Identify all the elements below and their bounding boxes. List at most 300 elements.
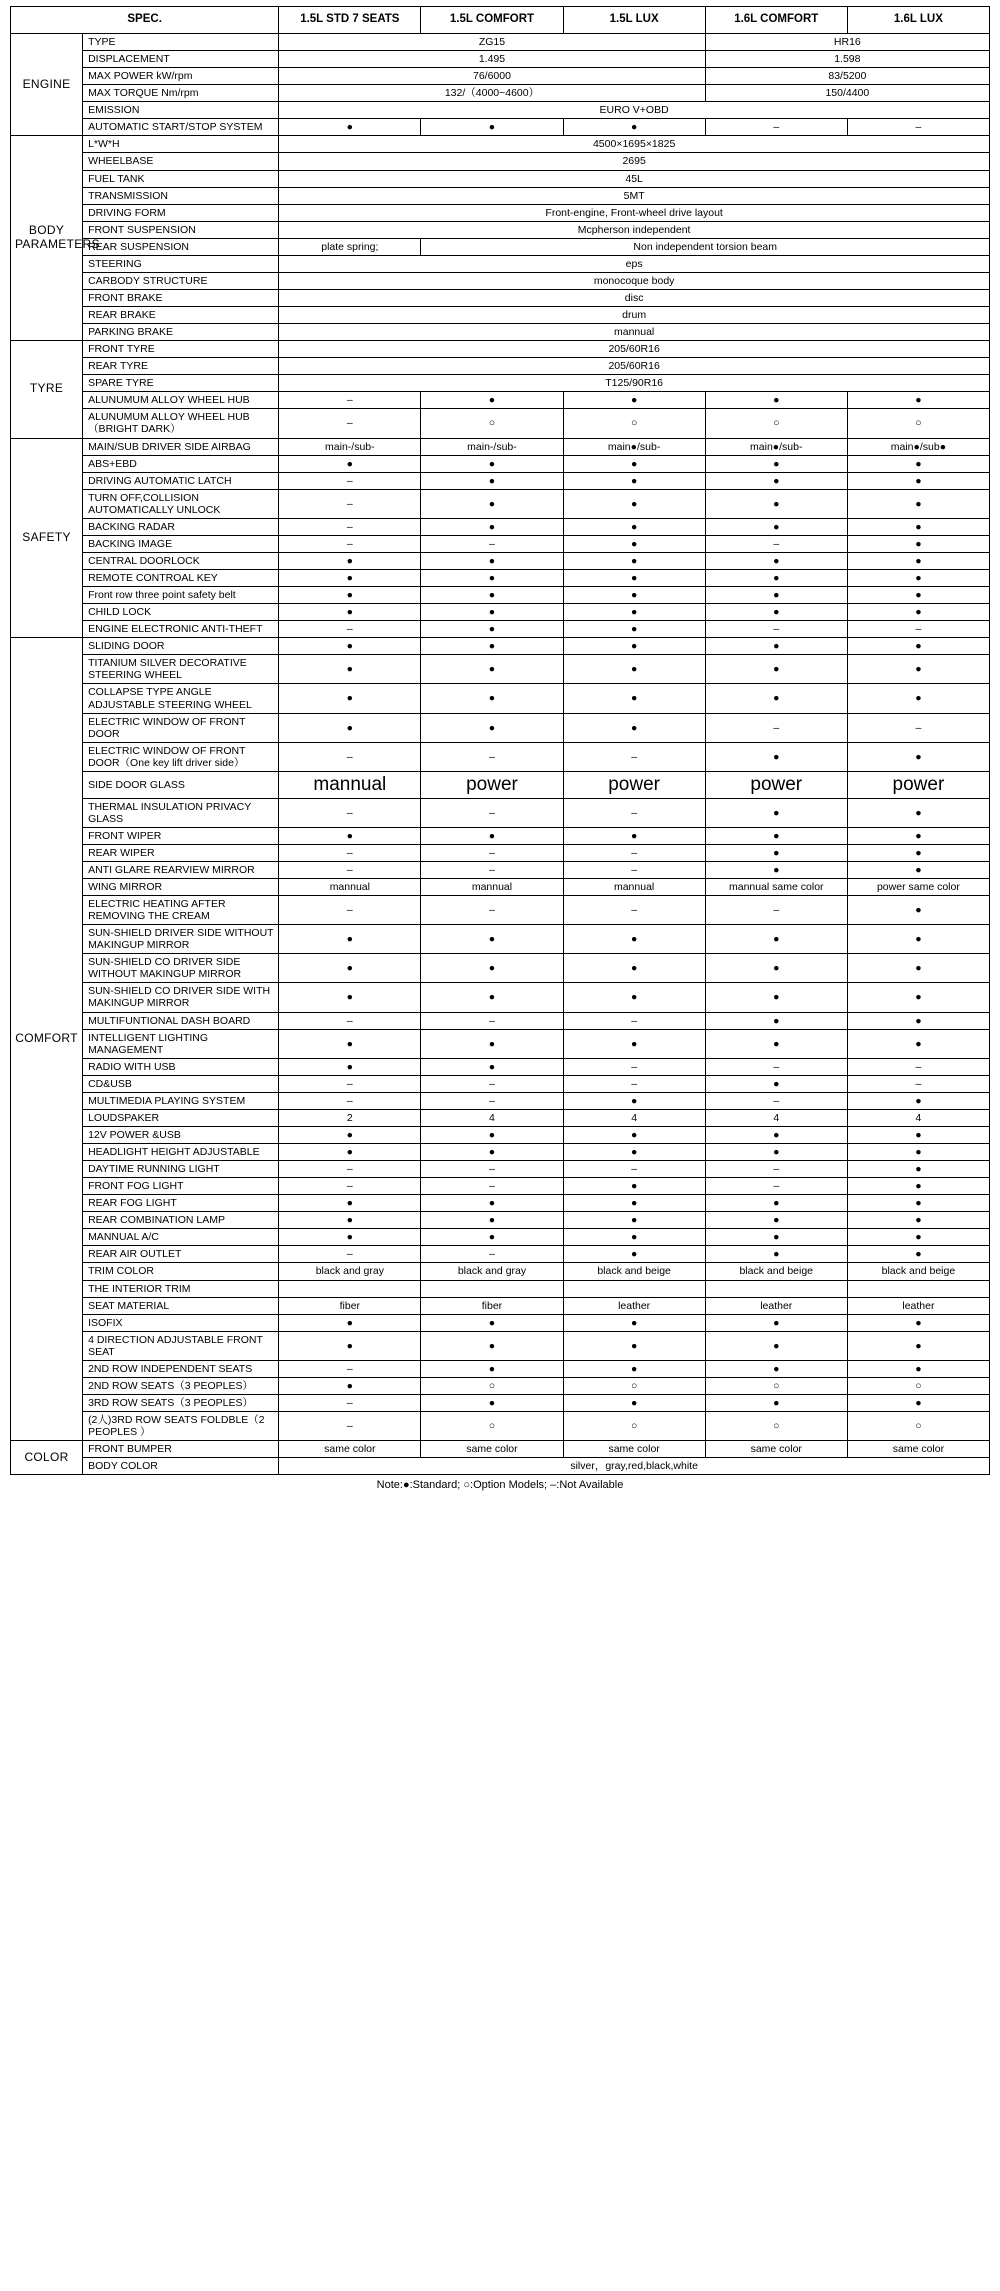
table-row — [11, 983, 990, 1012]
spec-value: ● — [705, 742, 847, 771]
table-row — [11, 827, 990, 844]
spec-value: ● — [421, 1126, 563, 1143]
table-row — [11, 798, 990, 827]
spec-value: – — [563, 1161, 705, 1178]
spec-value: silver，gray,red,black,white — [279, 1458, 990, 1475]
spec-value: 5MT — [279, 187, 990, 204]
spec-value: ● — [563, 570, 705, 587]
spec-value: ● — [279, 1058, 421, 1075]
spec-value: – — [563, 844, 705, 861]
spec-value: EURO V+OBD — [279, 102, 990, 119]
spec-value: – — [705, 621, 847, 638]
table-row — [11, 1229, 990, 1246]
feature-label: DRIVING AUTOMATIC LATCH — [83, 472, 279, 489]
table-row — [11, 1161, 990, 1178]
spec-value: ● — [847, 1212, 989, 1229]
specification-table — [10, 6, 990, 1475]
header-column-4: 1.6L COMFORT — [705, 7, 847, 34]
group-label-body-parameters: BODY PARAMETERS — [11, 136, 83, 341]
spec-value: T125/90R16 — [279, 375, 990, 392]
spec-value: mannual — [421, 878, 563, 895]
spec-value: ● — [847, 684, 989, 713]
feature-label: REAR COMBINATION LAMP — [83, 1212, 279, 1229]
table-row — [11, 570, 990, 587]
spec-value: – — [279, 1161, 421, 1178]
table-row — [11, 51, 990, 68]
feature-label: ELECTRIC WINDOW OF FRONT DOOR — [83, 713, 279, 742]
spec-value: mannual — [279, 878, 421, 895]
spec-value: ○ — [563, 409, 705, 438]
spec-value: ● — [563, 1092, 705, 1109]
spec-value: ● — [279, 1229, 421, 1246]
spec-value: same color — [421, 1441, 563, 1458]
spec-value: ● — [279, 655, 421, 684]
spec-value: – — [563, 861, 705, 878]
feature-label: 12V POWER &USB — [83, 1126, 279, 1143]
table-row — [11, 1314, 990, 1331]
spec-value: ● — [847, 489, 989, 518]
spec-value — [279, 1280, 421, 1297]
table-row — [11, 1126, 990, 1143]
feature-label: DISPLACEMENT — [83, 51, 279, 68]
spec-value: ● — [563, 713, 705, 742]
header-column-1: 1.5L STD 7 SEATS — [279, 7, 421, 34]
table-row — [11, 455, 990, 472]
feature-label: MAX POWER kW/rpm — [83, 68, 279, 85]
spec-value: – — [279, 535, 421, 552]
spec-value: ● — [421, 1195, 563, 1212]
feature-label: SUN-SHIELD CO DRIVER SIDE WITH MAKINGUP MIRROR — [83, 983, 279, 1012]
feature-label: SIDE DOOR GLASS — [83, 771, 279, 798]
spec-value: ○ — [847, 409, 989, 438]
spec-value: ● — [847, 1029, 989, 1058]
spec-value: ● — [279, 1144, 421, 1161]
spec-value: mannual — [279, 771, 421, 798]
spec-value: black and beige — [705, 1263, 847, 1280]
table-row — [11, 409, 990, 438]
table-row — [11, 187, 990, 204]
spec-value: ● — [705, 1229, 847, 1246]
spec-value: ● — [847, 983, 989, 1012]
spec-value: ● — [705, 455, 847, 472]
spec-value: 2695 — [279, 153, 990, 170]
feature-label: WHEELBASE — [83, 153, 279, 170]
spec-value: Front-engine, Front-wheel drive layout — [279, 204, 990, 221]
feature-label: CD&USB — [83, 1075, 279, 1092]
spec-value: ● — [847, 392, 989, 409]
spec-value: ● — [847, 587, 989, 604]
spec-value: ○ — [705, 1377, 847, 1394]
spec-value: leather — [563, 1297, 705, 1314]
table-row — [11, 535, 990, 552]
feature-label: FRONT TYRE — [83, 341, 279, 358]
feature-label: SPARE TYRE — [83, 375, 279, 392]
spec-value — [563, 1280, 705, 1297]
spec-value: ● — [847, 1314, 989, 1331]
spec-value — [847, 1280, 989, 1297]
table-row — [11, 221, 990, 238]
table-row — [11, 392, 990, 409]
spec-value: Non independent torsion beam — [421, 238, 990, 255]
feature-label: (2人)3RD ROW SEATS FOLDBLE（2 PEOPLES ） — [83, 1412, 279, 1441]
table-row — [11, 1029, 990, 1058]
spec-value: – — [279, 1394, 421, 1411]
spec-value: ● — [421, 552, 563, 569]
feature-label: 3RD ROW SEATS（3 PEOPLES） — [83, 1394, 279, 1411]
table-row — [11, 102, 990, 119]
spec-value: ● — [563, 827, 705, 844]
spec-value: ● — [421, 1144, 563, 1161]
table-row — [11, 1412, 990, 1441]
feature-label: SEAT MATERIAL — [83, 1297, 279, 1314]
spec-value: ● — [279, 954, 421, 983]
table-row — [11, 604, 990, 621]
spec-value: HR16 — [705, 34, 989, 51]
table-row — [11, 136, 990, 153]
spec-value: – — [563, 798, 705, 827]
spec-value: ● — [705, 1126, 847, 1143]
table-row — [11, 341, 990, 358]
table-row — [11, 878, 990, 895]
spec-value: black and gray — [421, 1263, 563, 1280]
table-row — [11, 238, 990, 255]
spec-value: – — [279, 896, 421, 925]
spec-value: mannual — [563, 878, 705, 895]
spec-value: ● — [279, 1126, 421, 1143]
spec-value: ● — [279, 713, 421, 742]
table-row — [11, 1144, 990, 1161]
spec-value: power — [421, 771, 563, 798]
table-row — [11, 1195, 990, 1212]
spec-value: ● — [847, 1178, 989, 1195]
spec-value: – — [421, 861, 563, 878]
feature-label: DAYTIME RUNNING LIGHT — [83, 1161, 279, 1178]
spec-value: disc — [279, 289, 990, 306]
spec-value: – — [563, 896, 705, 925]
spec-value: main●/sub- — [563, 438, 705, 455]
spec-value: – — [705, 119, 847, 136]
spec-value: ● — [421, 604, 563, 621]
spec-value: Mcpherson independent — [279, 221, 990, 238]
spec-value — [421, 1280, 563, 1297]
feature-label: MANNUAL A/C — [83, 1229, 279, 1246]
spec-value: ● — [421, 954, 563, 983]
spec-value: – — [421, 742, 563, 771]
spec-value: main●/sub● — [847, 438, 989, 455]
spec-value: 150/4400 — [705, 85, 989, 102]
table-row — [11, 1394, 990, 1411]
table-row — [11, 552, 990, 569]
spec-value: ● — [421, 472, 563, 489]
spec-value: ○ — [563, 1377, 705, 1394]
spec-value: ● — [563, 1126, 705, 1143]
spec-value: ● — [421, 925, 563, 954]
spec-value: ● — [421, 638, 563, 655]
spec-value: – — [279, 1246, 421, 1263]
spec-value: ● — [847, 570, 989, 587]
feature-label: WING MIRROR — [83, 878, 279, 895]
spec-value: ● — [421, 621, 563, 638]
spec-value: ● — [705, 552, 847, 569]
table-row — [11, 1331, 990, 1360]
spec-value: black and gray — [279, 1263, 421, 1280]
table-row — [11, 621, 990, 638]
feature-label: 2ND ROW INDEPENDENT SEATS — [83, 1360, 279, 1377]
spec-value: 76/6000 — [279, 68, 705, 85]
table-row — [11, 925, 990, 954]
feature-label: COLLAPSE TYPE ANGLE ADJUSTABLE STEERING WHEEL — [83, 684, 279, 713]
spec-value: ● — [421, 713, 563, 742]
spec-value: ● — [847, 518, 989, 535]
spec-value: 205/60R16 — [279, 358, 990, 375]
feature-label: BACKING IMAGE — [83, 535, 279, 552]
spec-value: ● — [563, 1029, 705, 1058]
spec-value: ● — [847, 1161, 989, 1178]
spec-value: same color — [847, 1441, 989, 1458]
feature-label: REAR FOG LIGHT — [83, 1195, 279, 1212]
spec-value: ○ — [421, 1377, 563, 1394]
spec-value — [705, 1280, 847, 1297]
table-row — [11, 771, 990, 798]
table-row — [11, 1012, 990, 1029]
spec-value: ● — [847, 896, 989, 925]
table-row — [11, 307, 990, 324]
spec-value: ● — [563, 1195, 705, 1212]
feature-label: ABS+EBD — [83, 455, 279, 472]
table-row — [11, 85, 990, 102]
spec-value: ● — [563, 1178, 705, 1195]
spec-value: mannual — [279, 324, 990, 341]
table-row — [11, 742, 990, 771]
spec-value: ● — [847, 1229, 989, 1246]
table-row — [11, 358, 990, 375]
spec-value: ● — [847, 861, 989, 878]
spec-value: ● — [847, 1144, 989, 1161]
feature-label: TURN OFF,COLLISION AUTOMATICALLY UNLOCK — [83, 489, 279, 518]
spec-value: mannual same color — [705, 878, 847, 895]
spec-value: ● — [421, 1029, 563, 1058]
table-row — [11, 68, 990, 85]
feature-label: MULTIMEDIA PLAYING SYSTEM — [83, 1092, 279, 1109]
spec-value: 2 — [279, 1109, 421, 1126]
table-row — [11, 638, 990, 655]
feature-label: DRIVING FORM — [83, 204, 279, 221]
spec-value: ● — [705, 1394, 847, 1411]
spec-value: ● — [421, 983, 563, 1012]
feature-label: BACKING RADAR — [83, 518, 279, 535]
spec-value: – — [563, 742, 705, 771]
spec-value: ● — [421, 1314, 563, 1331]
spec-value: – — [279, 861, 421, 878]
feature-label: TYPE — [83, 34, 279, 51]
group-label-safety: SAFETY — [11, 438, 83, 638]
feature-label: PARKING BRAKE — [83, 324, 279, 341]
table-row — [11, 844, 990, 861]
spec-value: – — [563, 1058, 705, 1075]
table-row — [11, 655, 990, 684]
spec-value: ● — [563, 1229, 705, 1246]
feature-label: REAR TYRE — [83, 358, 279, 375]
spec-value: 4 — [847, 1109, 989, 1126]
feature-label: EMISSION — [83, 102, 279, 119]
spec-value: ● — [421, 684, 563, 713]
table-row — [11, 1212, 990, 1229]
table-row — [11, 1178, 990, 1195]
spec-value: plate spring; — [279, 238, 421, 255]
spec-value: ● — [847, 1394, 989, 1411]
spec-value: ○ — [421, 1412, 563, 1441]
spec-value: ● — [563, 489, 705, 518]
spec-value: ● — [279, 1377, 421, 1394]
feature-label: FRONT WIPER — [83, 827, 279, 844]
spec-value: ● — [705, 604, 847, 621]
spec-value: ● — [847, 1360, 989, 1377]
feature-label: 4 DIRECTION ADJUSTABLE FRONT SEAT — [83, 1331, 279, 1360]
spec-value: ● — [421, 1360, 563, 1377]
spec-value: ● — [847, 1331, 989, 1360]
feature-label: L*W*H — [83, 136, 279, 153]
feature-label: ALUNUMUM ALLOY WHEEL HUB — [83, 392, 279, 409]
table-row — [11, 472, 990, 489]
feature-label: MAX TORQUE Nm/rpm — [83, 85, 279, 102]
table-row — [11, 119, 990, 136]
spec-value: ● — [563, 1314, 705, 1331]
spec-value: – — [847, 713, 989, 742]
spec-value: 45L — [279, 170, 990, 187]
spec-value: ● — [279, 455, 421, 472]
table-row — [11, 204, 990, 221]
spec-value: ● — [279, 638, 421, 655]
spec-value: ● — [421, 119, 563, 136]
feature-label: RADIO WITH USB — [83, 1058, 279, 1075]
spec-value: – — [847, 119, 989, 136]
spec-value: power — [563, 771, 705, 798]
group-label-comfort: COMFORT — [11, 638, 83, 1441]
table-row — [11, 1297, 990, 1314]
table-header-row — [11, 7, 990, 34]
spec-value: ● — [705, 489, 847, 518]
spec-value: – — [421, 1075, 563, 1092]
spec-value: – — [279, 1412, 421, 1441]
header-spec-label: SPEC. — [11, 7, 279, 34]
feature-label: TITANIUM SILVER DECORATIVE STEERING WHEEL — [83, 655, 279, 684]
spec-value: 1.598 — [705, 51, 989, 68]
spec-value: ● — [563, 1394, 705, 1411]
table-row — [11, 587, 990, 604]
spec-value: ● — [847, 742, 989, 771]
spec-value: ● — [563, 455, 705, 472]
spec-value: ● — [705, 798, 847, 827]
feature-label: ALUNUMUM ALLOY WHEEL HUB（BRIGHT DARK） — [83, 409, 279, 438]
spec-value: ZG15 — [279, 34, 705, 51]
spec-value: – — [847, 1058, 989, 1075]
table-row — [11, 324, 990, 341]
spec-value: ● — [563, 983, 705, 1012]
table-row — [11, 518, 990, 535]
spec-value: ○ — [563, 1412, 705, 1441]
group-label-engine: ENGINE — [11, 34, 83, 136]
header-column-2: 1.5L COMFORT — [421, 7, 563, 34]
feature-label: MULTIFUNTIONAL DASH BOARD — [83, 1012, 279, 1029]
spec-value: power — [847, 771, 989, 798]
spec-value: ● — [847, 954, 989, 983]
table-row — [11, 684, 990, 713]
spec-value: – — [563, 1075, 705, 1092]
feature-label: LOUDSPAKER — [83, 1109, 279, 1126]
spec-value: ● — [705, 827, 847, 844]
spec-value: – — [705, 535, 847, 552]
table-row — [11, 153, 990, 170]
spec-value: black and beige — [563, 1263, 705, 1280]
spec-value: ● — [563, 119, 705, 136]
spec-value: ● — [279, 684, 421, 713]
spec-value: ● — [705, 1360, 847, 1377]
spec-value: ● — [705, 1029, 847, 1058]
spec-value: ● — [563, 1246, 705, 1263]
spec-value: – — [847, 1075, 989, 1092]
table-row — [11, 255, 990, 272]
spec-value: – — [279, 621, 421, 638]
spec-value: – — [421, 1012, 563, 1029]
spec-value: ● — [847, 552, 989, 569]
spec-value: 4500×1695×1825 — [279, 136, 990, 153]
table-row — [11, 438, 990, 455]
spec-value: ● — [563, 518, 705, 535]
spec-value: – — [421, 535, 563, 552]
spec-value: ● — [563, 638, 705, 655]
spec-value: main-/sub- — [279, 438, 421, 455]
spec-value: ● — [563, 1212, 705, 1229]
feature-label: MAIN/SUB DRIVER SIDE AIRBAG — [83, 438, 279, 455]
spec-value: ● — [421, 1394, 563, 1411]
spec-value: ● — [279, 827, 421, 844]
feature-label: INTELLIGENT LIGHTING MANAGEMENT — [83, 1029, 279, 1058]
spec-value: ● — [279, 570, 421, 587]
spec-value: ● — [705, 392, 847, 409]
spec-value: ● — [563, 1360, 705, 1377]
spec-value: ● — [847, 535, 989, 552]
spec-value: ● — [705, 1314, 847, 1331]
feature-label: FRONT BUMPER — [83, 1441, 279, 1458]
spec-value: ● — [847, 604, 989, 621]
spec-value: ● — [279, 1212, 421, 1229]
feature-label: REAR WIPER — [83, 844, 279, 861]
feature-label: CHILD LOCK — [83, 604, 279, 621]
spec-value: monocoque body — [279, 272, 990, 289]
spec-value: ● — [421, 570, 563, 587]
spec-value: ● — [421, 1058, 563, 1075]
feature-label: ENGINE ELECTRONIC ANTI-THEFT — [83, 621, 279, 638]
feature-label: SLIDING DOOR — [83, 638, 279, 655]
table-row — [11, 1246, 990, 1263]
spec-value: ● — [279, 119, 421, 136]
spec-value: ● — [421, 655, 563, 684]
spec-value: ● — [847, 638, 989, 655]
spec-value: ● — [563, 1144, 705, 1161]
spec-value: ● — [705, 518, 847, 535]
feature-label: SUN-SHIELD DRIVER SIDE WITHOUT MAKINGUP MIRROR — [83, 925, 279, 954]
table-row — [11, 34, 990, 51]
header-column-5: 1.6L LUX — [847, 7, 989, 34]
spec-value: leather — [705, 1297, 847, 1314]
feature-label: ELECTRIC WINDOW OF FRONT DOOR（One key lift driver side） — [83, 742, 279, 771]
spec-value: ● — [705, 1331, 847, 1360]
spec-value: – — [705, 1058, 847, 1075]
spec-value: ○ — [847, 1377, 989, 1394]
feature-label: THE INTERIOR TRIM — [83, 1280, 279, 1297]
spec-value: ● — [847, 455, 989, 472]
spec-value: ● — [421, 392, 563, 409]
